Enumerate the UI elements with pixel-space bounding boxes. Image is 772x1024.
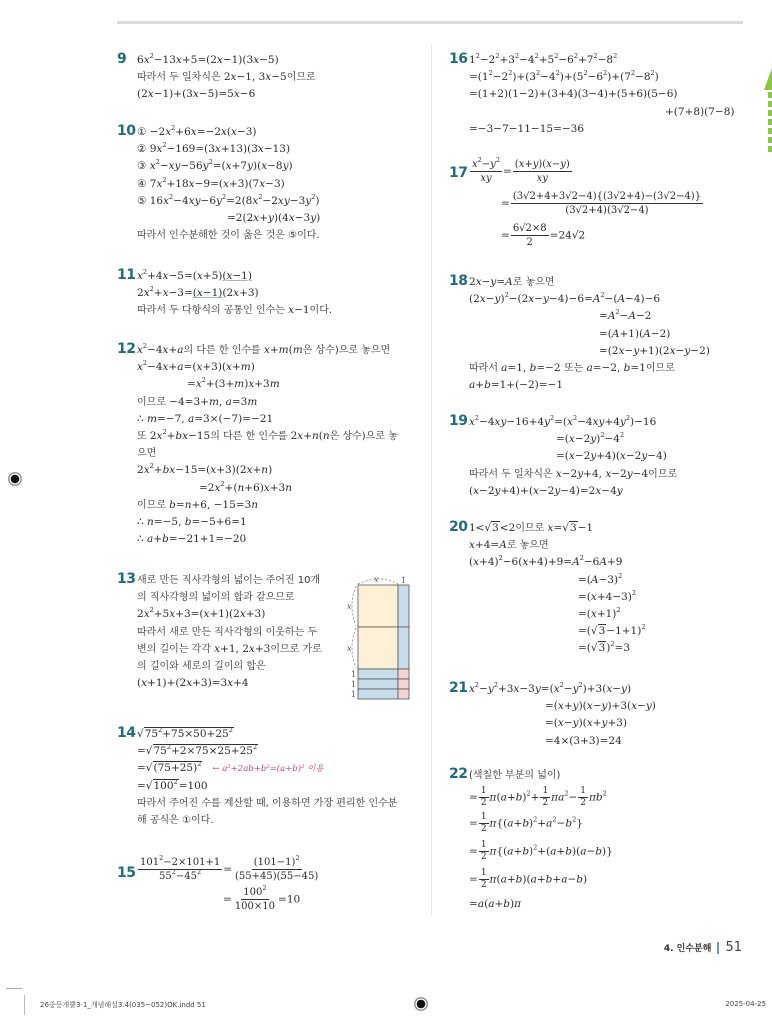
solution-line: $\frac{101^2-2\times 101+1}{55^2-45^2}$ = $\frac{(101-1)^2}{(55+45)(55-45)}$	[140, 854, 319, 882]
label-x-side-2: x	[347, 644, 352, 653]
solution-line: 의 길이와 세로의 길이의 합은	[137, 660, 266, 672]
solution-line: $=2x^2+(n+6)x+3n$	[199, 479, 292, 494]
problem-number: 11	[117, 267, 136, 283]
solution-line: $x^2+4x-5=(x+5)(x-1)$	[137, 268, 252, 282]
solution-line: $6x^2-13x+5=(2x-1)(3x-5)$	[137, 52, 279, 66]
solution-line: 이므로 b=n+6, −15=3n	[137, 498, 259, 511]
problem-number: 21	[449, 680, 468, 696]
solution-line: ∴ n=−5, b=−5+6=1	[137, 515, 247, 528]
solution-line: $x^2-y^2+3x-3y=(x^2-y^2)+3(x-y)$	[469, 681, 632, 695]
registration-mark-icon	[414, 997, 428, 1011]
unit-tile-2	[398, 679, 409, 689]
brace-left-x2	[352, 628, 356, 668]
solution-line: $1^2-2^2+3^2-4^2+5^2-6^2+7^2-8^2$	[469, 52, 618, 66]
solution-line: 따라서 두 다항식의 공통인 인수는 x−1이다.	[137, 304, 333, 317]
solution-line: ∴ a+b=−21+1=−20	[137, 533, 247, 546]
solution-line: 또 $2x^2+bx-15$의 다른 한 인수를 2x+n(n은 상수)으로 놓	[137, 427, 398, 442]
solution-line: = $\frac{1}{2}$ π(a+b)(a+b+a−b)	[469, 868, 588, 891]
solution-line: $=(A-3)^2$	[578, 571, 623, 586]
slug-filename: 26중등개뿔3-1_개념해설3.4(035~052)OK.indd 51	[40, 1001, 206, 1009]
problem-number: 20	[449, 519, 468, 535]
solution-line: 따라서 두 일차식은 x−2y+4, x−2y−4이므로	[469, 467, 678, 480]
solution-line: 새로 만든 직사각형의 넓이는 주어진 10개	[137, 575, 321, 586]
x-squared-tile-2	[358, 627, 398, 669]
solution-line: 이므로 −4=3+m, a=3m	[137, 395, 258, 408]
solution-line: $=x^2+(3+m)x+3m$	[187, 376, 280, 391]
x-strip-tile-4	[358, 679, 398, 689]
problem-number: 14	[117, 725, 136, 741]
solution-line: $2x^2+x-3=(x-1)(2x+3)$	[137, 285, 259, 300]
problem-number: 16	[449, 51, 468, 67]
solution-line: = $\frac{1}{2}$ $\pi\{(a+b)^2+a^2-b^2\}$	[469, 812, 583, 835]
solution-line: $2x^2+bx-15=(x+3)(2x+n)$	[137, 462, 273, 477]
solution-line: =−3−7−11−15=−36	[469, 122, 585, 135]
solution-line: (x−2y+4)+(x−2y−4)=2x−4y	[469, 484, 623, 497]
label-1-top: 1	[401, 576, 407, 585]
problem-number: 13	[117, 571, 136, 587]
fraction: $\frac{(x+y)(x-y)}{xy}$	[514, 159, 570, 184]
brace-left-x1	[352, 586, 356, 626]
label-x-side-1: x	[347, 602, 352, 611]
solution-line: $x^2-4x+a=(x+3)(x+m)$	[137, 359, 255, 374]
problem-number: 9	[117, 51, 127, 67]
solution-line: 변의 길이는 각각 x+1, 2x+3이므로 가로	[137, 642, 322, 655]
solution-line: (x+1)+(2x+3)=3x+4	[137, 677, 249, 690]
label-1-side-2: 1	[351, 680, 357, 689]
solution-line: =a(a+b)π	[469, 898, 522, 911]
column-divider	[431, 45, 432, 915]
solution-line: 2x−y=A로 놓으면	[469, 276, 555, 288]
solution-line: 따라서 주어진 수를 계산할 때, 이용하면 가장 편리한 인수분	[137, 797, 398, 809]
solution-line: =(A+1)(A−2)	[599, 327, 671, 340]
solution-line: $x^2-4xy-16+4y^2=(x^2-4xy+4y^2)-16$	[469, 414, 657, 428]
solution-line: $=(1^2-2^2)+(3^2-4^2)+(5^2-6^2)+(7^2-8^2)$	[469, 69, 659, 84]
x-strip-tile-3	[358, 669, 398, 679]
solution-line: $=(√3-1+1)^2$	[578, 623, 646, 638]
solution-line: $=A^2-A-2$	[599, 308, 652, 323]
solution-line: 따라서 새로 만든 직사각형의 이웃하는 두	[137, 626, 318, 638]
solution-line: 따라서 두 일차식은 2x−1, 3x−5이므로	[137, 71, 316, 84]
problem-number: 18	[449, 273, 468, 289]
rectangle-figure	[344, 574, 414, 704]
solution-line: =(x−2y+4)(x−2y−4)	[556, 450, 667, 463]
solution-line: $=√75^2+2\times 75\times 25+25^2$	[137, 743, 258, 758]
label-1-side-1: 1	[351, 670, 357, 679]
fraction: $\frac{100^2}{100\times 10}$	[234, 884, 276, 912]
solution-line: = $\frac{6√2\times 8}{2}$ =24√2	[501, 223, 586, 248]
solution-line: = $\frac{(3√2+4+3√2-4)\{(3√2+4)-(3√2-4)\}}{(3√2+4)(3√2-4)}$	[501, 191, 702, 216]
problem-number: 22	[449, 766, 468, 782]
solution-line: (색칠한 부분의 넓이)	[469, 770, 561, 781]
chapter-side-tab	[760, 68, 772, 158]
solution-line: =(1+2)(1−2)+(3+4)(3−4)+(5+6)(5−6)	[469, 88, 678, 101]
solution-line: $=(x-2y)^2-4^2$	[556, 431, 625, 446]
x-squared-tile-1	[358, 585, 398, 627]
fraction: $\frac{(101-1)^2}{(55+45)(55-45)}$	[235, 854, 319, 882]
solution-line: $=√100^2=100$	[137, 777, 208, 792]
solution-line: $√75^2+75\times 50+25^2$	[137, 726, 233, 740]
crop-mark	[6, 988, 22, 989]
solution-line: $(2x-y)^2-(2x-y-4)-6=A^2-(A-4)-6$	[469, 291, 661, 306]
solution-line: $\frac{x^2-y^2}{xy}$ = $\frac{(x+y)(x-y)}{xy}$	[472, 156, 570, 184]
solution-line: +(7+8)(7−8)	[665, 105, 735, 118]
solution-line: 해 공식은 ①이다.	[137, 814, 214, 826]
header-rule	[117, 21, 743, 24]
solution-line: 1<√3<2이므로 x=√3−1	[469, 522, 594, 534]
solution-line: =(2x−y+1)(2x−y−2)	[599, 344, 710, 357]
fraction: $\frac{6√2\times 8}{2}$	[512, 223, 547, 248]
solution-line: = $\frac{1}{2}$ $\pi\{(a+b)^2+(a+b)(a-b)\}$	[469, 840, 613, 863]
solution-line: 의 직사각형의 넓이의 합과 같으므로	[137, 592, 295, 604]
solution-line: ④ $7x^2+18x-9=(x+3)(7x-3)$	[137, 175, 285, 190]
page-footer	[664, 940, 742, 955]
solution-line: =(x+y)(x−y)+3(x−y)	[545, 700, 656, 713]
solution-line: = $\frac{1}{2}$ $\pi(a+b)^2+$ $\frac{1}{2}$ $\pi a^2-$ $\frac{1}{2}$ $\pi b^2$	[469, 786, 607, 809]
solution-line: $=(x+4-3)^2$	[578, 588, 637, 603]
solution-line: ③ $x^2-xy-56y^2=(x+7y)(x-8y)$	[137, 158, 293, 173]
problem-number: 12	[117, 341, 136, 357]
solution-line: 따라서 a=1, b=−2 또는 a=−2, b=1이므로	[469, 361, 675, 374]
solution-line: =(x−y)(x+y+3)	[545, 717, 628, 730]
x-strip-tile-2	[398, 627, 409, 669]
registration-mark-icon	[8, 472, 22, 486]
solution-line: a+b=1+(−2)=−1	[469, 379, 564, 392]
solution-line: x+4=A로 놓으면	[469, 539, 549, 552]
solution-line: $=√(75+25)^2$ ← a²+2ab+b²=(a+b)² 이용	[137, 760, 324, 775]
solution-line: $2x^2+5x+3=(x+1)(2x+3)$	[137, 606, 266, 621]
section-title: 4. 인수분해	[663, 944, 712, 954]
problem-number: 19	[449, 413, 468, 429]
solution-line: $x^2-4x+a$의 다른 한 인수를 x+m(m은 상수)으로 놓으면	[137, 342, 391, 356]
fraction: $\frac{(3√2+4+3√2-4)\{(3√2+4)-(3√2-4)\}}{(3√2+4)(3√2-4)}$	[512, 191, 702, 216]
crop-mark	[24, 995, 25, 1015]
unit-tile-3	[398, 689, 409, 699]
label-x-top: x	[374, 575, 379, 584]
solution-line: ① $-2x^2+6x=-2x(x-3)$	[137, 124, 257, 138]
formula-note: ← a²+2ab+b²=(a+b)² 이용	[212, 764, 324, 775]
solution-line: ∴ m=−7, a=3×(−7)=−21	[137, 412, 274, 425]
solution-line: (2x−1)+(3x−5)=5x−6	[137, 88, 256, 101]
problem-number: 15	[117, 865, 136, 881]
solution-line: $=(x+1)^2$	[578, 605, 621, 620]
solution-line: =2(2x+y)(4x−3y)	[227, 211, 321, 224]
fraction: $\frac{101^2-2\times 101+1}{55^2-45^2}$	[140, 854, 221, 882]
problem-number: 17	[449, 165, 468, 181]
solution-line: 으면	[137, 448, 157, 460]
x-strip-tile-5	[358, 689, 398, 699]
solution-line: ⑤ $16x^2-4xy-6y^2=2(8x^2-2xy-3y^2)$	[137, 192, 320, 207]
solution-line: = $\frac{100^2}{100\times 10}$ =10	[223, 884, 301, 912]
solution-line: =4×(3+3)=24	[545, 734, 622, 747]
solution-line: 따라서 인수분해한 것이 옳은 것은 ⑤이다.	[137, 230, 320, 242]
fraction: $\frac{x^2-y^2}{xy}$	[472, 156, 500, 184]
label-1-side-3: 1	[351, 690, 357, 699]
problem-number: 10	[117, 123, 136, 139]
unit-tile-1	[398, 669, 409, 679]
solution-line: $(x+4)^2-6(x+4)+9=A^2-6A+9$	[469, 554, 623, 569]
solution-line: $=(√3)^2=3$	[578, 640, 631, 655]
x-strip-tile-1	[398, 585, 409, 627]
footer-separator	[717, 942, 719, 954]
solution-line: ② $9x^2-169=(3x+13)(3x-13)$	[137, 141, 291, 156]
page-number: 51	[725, 940, 742, 955]
slug-date: 2025-04-25	[725, 1000, 766, 1008]
